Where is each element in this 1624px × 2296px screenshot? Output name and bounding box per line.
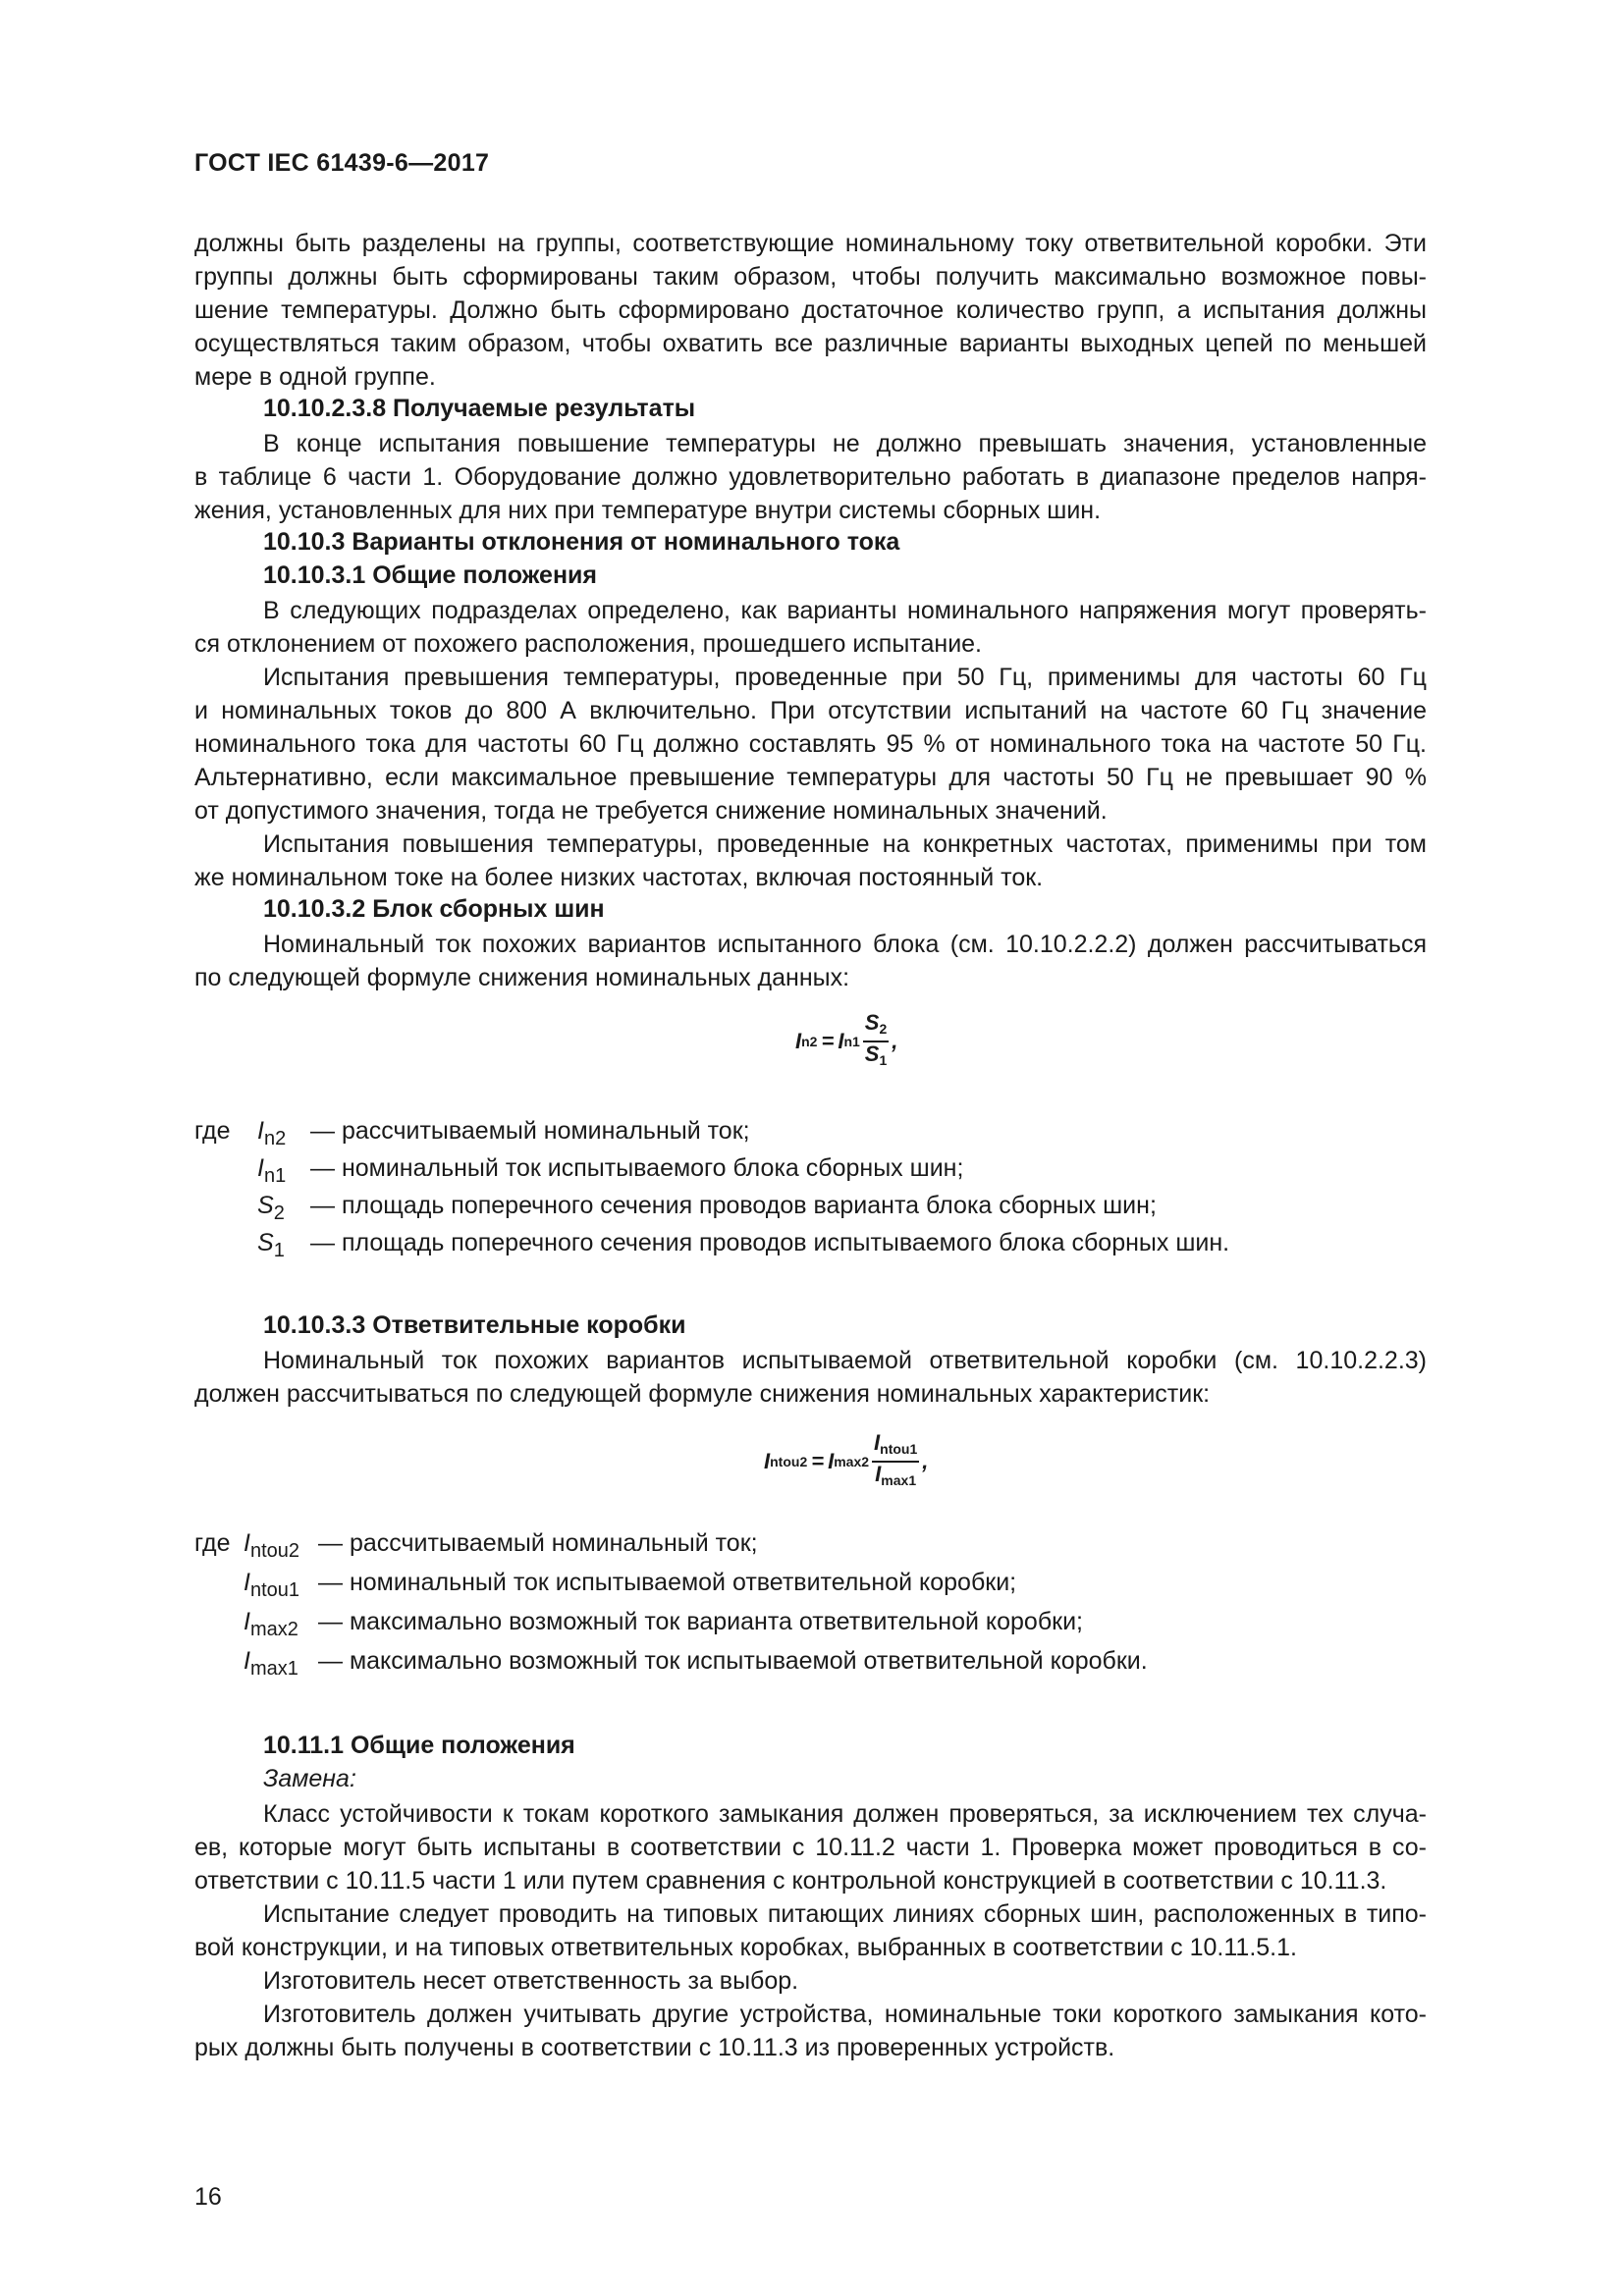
formula-equals: = [821, 1029, 835, 1053]
where-definition: — максимально возможный ток испытываемой ответвительной коробки. [318, 1647, 1148, 1675]
where-definition: — максимально возможный ток варианта ответвительной коробки; [318, 1608, 1083, 1635]
formula-subscript: max2 [834, 1454, 870, 1469]
text-line: ответствии с 10.11.5 части 1 или путем сравнения с контрольной конструкцией в соответствии с 10.11.3. [194, 1867, 1387, 1895]
document-header: ГОСТ IEC 61439-6—2017 [194, 149, 490, 177]
text-line: шение температуры. Должно быть сформировано достаточное количество групп, а испытания должны [194, 296, 1427, 324]
formula-symbol: I [764, 1449, 771, 1473]
where-symbol [244, 1529, 299, 1563]
where-definition: — рассчитываемый номинальный ток; [310, 1117, 750, 1145]
where-symbol [257, 1192, 285, 1225]
formula-subscript: ntou1 [880, 1441, 918, 1457]
symbol-letter: I [244, 1569, 250, 1596]
symbol-subscript: max2 [249, 1619, 298, 1640]
formula-subscript: n1 [843, 1034, 860, 1049]
formula-subscript: 2 [879, 1021, 888, 1037]
text-line: по следующей формуле снижения номинальных данных: [194, 964, 850, 991]
formula-tail: , [892, 1029, 898, 1053]
where-symbol [257, 1154, 286, 1188]
text-line: Испытания превышения температуры, проведенные при 50 Гц, применимы для частоты 60 Гц [263, 664, 1427, 691]
section-heading: 10.10.3.2 Блок сборных шин [263, 895, 605, 923]
formula-symbol: I [828, 1449, 835, 1473]
text-line: рых должны быть получены в соответствии с 10.11.3 из проверенных устройств. [194, 2034, 1115, 2061]
where-word: где [194, 1117, 231, 1145]
where-definition: — номинальный ток испытываемого блока сборных шин; [310, 1154, 964, 1182]
fraction-numerator: S [864, 1010, 880, 1035]
formula-subscript: 1 [879, 1052, 888, 1068]
fraction-numerator: I [874, 1430, 881, 1455]
text-line: Класс устойчивости к токам короткого замыкания должен проверяться, за исключением тех случа- [263, 1800, 1427, 1828]
symbol-letter: I [257, 1154, 264, 1182]
text-line: мере в одной группе. [194, 363, 436, 391]
formula-symbol: I [838, 1029, 844, 1053]
where-word: где [194, 1529, 231, 1557]
symbol-letter: I [244, 1608, 250, 1635]
symbol-subscript: max1 [249, 1658, 298, 1680]
symbol-subscript: n2 [263, 1128, 287, 1149]
symbol-letter: I [244, 1647, 250, 1675]
text-line: Испытание следует проводить на типовых питающих линиях сборных шин, расположенных в типо- [263, 1900, 1427, 1928]
where-symbol [244, 1569, 299, 1602]
where-definition: — площадь поперечного сечения проводов варианта блока сборных шин; [310, 1192, 1157, 1219]
section-heading: 10.10.3 Варианты отклонения от номинального тока [263, 528, 900, 556]
where-symbol [257, 1117, 286, 1150]
formula-rated-current-box [764, 1431, 928, 1492]
text-line: должен рассчитываться по следующей формуле снижения номинальных характеристик: [194, 1380, 1211, 1408]
formula-fraction [863, 1011, 889, 1072]
symbol-subscript: 1 [273, 1240, 285, 1261]
text-line: Номинальный ток похожих вариантов испытанного блока (см. 10.10.2.2.2) должен рассчитываться [263, 931, 1427, 958]
section-heading: 10.10.2.3.8 Получаемые результаты [263, 395, 696, 422]
symbol-letter: S [257, 1229, 274, 1256]
text-line: Испытания повышения температуры, проведенные на конкретных частотах, применимы при том [263, 830, 1427, 858]
symbol-letter: I [257, 1117, 264, 1145]
text-line: номинального тока для частоты 60 Гц должно составлять 95 % от номинального тока на частоте 50 Гц. [194, 730, 1427, 758]
text-line: В конце испытания повышение температуры не должно превышать значения, установленные [263, 430, 1427, 457]
where-symbol [257, 1229, 285, 1262]
replacement-note: Замена: [263, 1765, 356, 1792]
page-number: 16 [194, 2183, 222, 2211]
text-line: в таблице 6 части 1. Оборудование должно удовлетворительно работать в диапазоне пределов напря- [194, 463, 1427, 491]
formula-equals: = [811, 1449, 825, 1473]
text-line: В следующих подразделах определено, как варианты номинального напряжения могут проверять- [263, 597, 1427, 624]
section-heading: 10.11.1 Общие положения [263, 1732, 575, 1759]
section-heading: 10.10.3.1 Общие положения [263, 561, 598, 589]
section-heading: 10.10.3.3 Ответвительные коробки [263, 1311, 686, 1339]
text-line: вой конструкции, и на типовых ответвительных коробках, выбранных в соответствии с 10.11.5.1. [194, 1934, 1297, 1961]
where-symbol [244, 1608, 298, 1641]
text-line: группы должны быть сформированы таким образом, чтобы получить максимально возможное повы- [194, 263, 1427, 291]
symbol-letter: I [244, 1529, 250, 1557]
symbol-subscript: n1 [263, 1165, 287, 1187]
where-definition: — рассчитываемый номинальный ток; [318, 1529, 758, 1557]
text-line: осуществляться таким образом, чтобы охватить все различные варианты выходных цепей по меньшей [194, 330, 1427, 357]
symbol-subscript: ntou1 [249, 1579, 300, 1601]
text-line: же номинальном токе на более низких частотах, включая постоянный ток. [194, 864, 1044, 891]
text-line: жения, установленных для них при температуре внутри системы сборных шин. [194, 497, 1102, 524]
formula-rated-current-busbar [795, 1011, 897, 1072]
text-line: от допустимого значения, тогда не требуется снижение номинальных значений. [194, 797, 1108, 825]
symbol-subscript: 2 [273, 1202, 285, 1224]
text-line: Номинальный ток похожих вариантов испытываемой ответвительной коробки (см. 10.10.2.2.3) [263, 1347, 1427, 1374]
formula-fraction [872, 1431, 919, 1492]
where-symbol [244, 1647, 298, 1681]
text-line: Изготовитель несет ответственность за выбор. [263, 1967, 799, 1995]
formula-subscript: ntou2 [770, 1454, 808, 1469]
text-line: и номинальных токов до 800 А включительно. При отсутствии испытаний на частоте 60 Гц значение [194, 697, 1427, 724]
formula-symbol: I [795, 1029, 802, 1053]
text-line: должны быть разделены на группы, соответствующие номинальному току ответвительной коробки. Эти [194, 230, 1427, 257]
text-line: ев, которые могут быть испытаны в соответствии с 10.11.2 части 1. Проверка может проводиться в со- [194, 1834, 1427, 1861]
where-definition: — площадь поперечного сечения проводов испытываемого блока сборных шин. [310, 1229, 1230, 1256]
formula-subscript: max1 [881, 1472, 917, 1488]
text-line: Альтернативно, если максимальное превышение температуры для частоты 50 Гц не превышает 90 % [194, 764, 1427, 791]
formula-tail: , [922, 1449, 929, 1473]
formula-subscript: n2 [801, 1034, 818, 1049]
symbol-letter: S [257, 1192, 274, 1219]
fraction-denominator: I [875, 1462, 882, 1486]
text-line: Изготовитель должен учитывать другие устройства, номинальные токи короткого замыкания кото- [263, 2001, 1427, 2028]
symbol-subscript: ntou2 [249, 1540, 300, 1562]
where-definition: — номинальный ток испытываемой ответвительной коробки; [318, 1569, 1017, 1596]
text-line: ся отклонением от похожего расположения, прошедшего испытание. [194, 630, 983, 658]
fraction-denominator: S [864, 1041, 880, 1066]
